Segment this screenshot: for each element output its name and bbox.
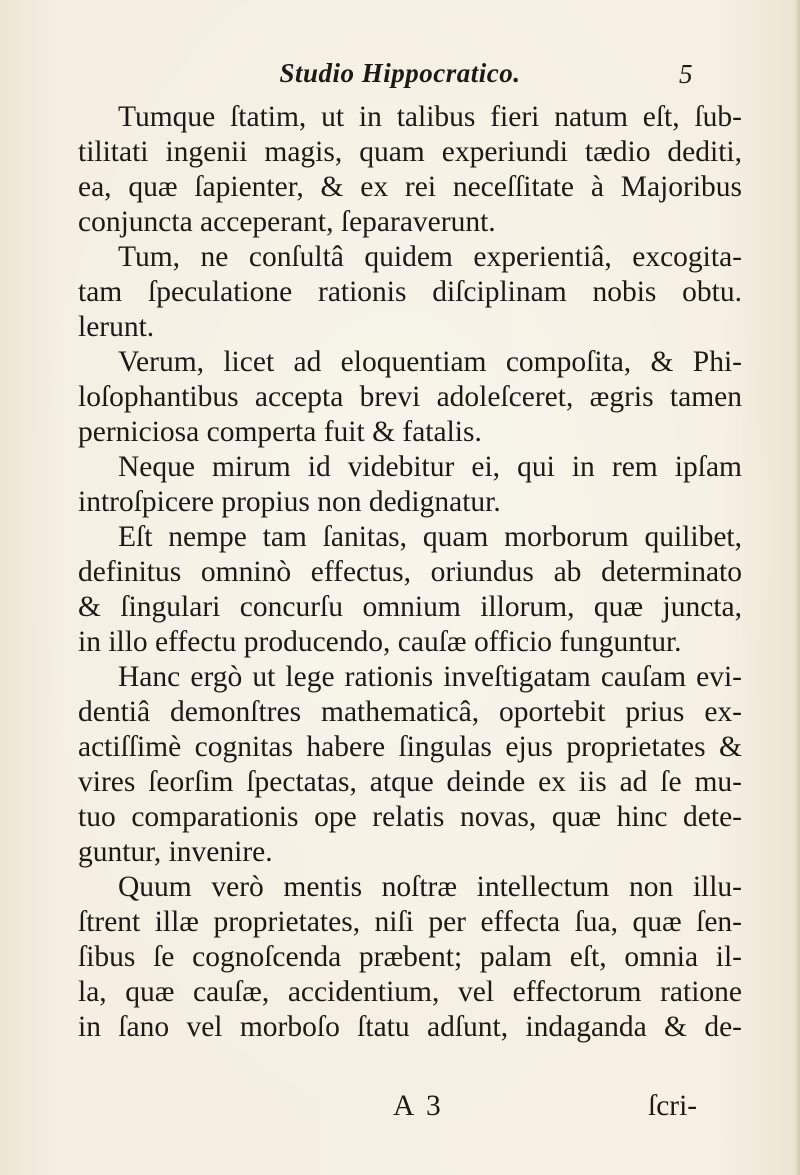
paragraph — [78, 345, 742, 450]
text-line: conjuncta acceperant, ſeparaverunt. — [78, 206, 496, 238]
text-line: ea, quæ ſapienter, & ex rei neceſſitate à Majoribus — [78, 171, 742, 203]
text-line: vires ſeorſim ſpectatas, atque deinde ex iis ad ſe mu- — [78, 766, 742, 798]
paragraph — [78, 240, 742, 345]
text-line: & ſingulari concurſu omnium illorum, quæ juncta, — [78, 591, 742, 623]
text-line: guntur, invenire. — [78, 836, 273, 868]
body-text — [78, 100, 742, 1045]
text-line: Hanc ergò ut lege rationis inveſtigatam cauſam evi- — [118, 661, 742, 693]
text-line: in illo effectu producendo, cauſæ officio funguntur. — [78, 626, 682, 658]
text-line: ſtrent illæ proprietates, niſi per effecta ſua, quæ ſen- — [78, 906, 742, 938]
signature-mark: A 3 — [393, 1090, 444, 1122]
text-line: Neque mirum id videbitur ei, qui in rem ipſam — [118, 451, 742, 483]
page-footer — [0, 1090, 800, 1126]
text-line: tilitati ingenii magis, quam experiundi tædio dediti, — [78, 136, 742, 168]
text-line: tam ſpeculatione rationis diſciplinam nobis obtu. — [78, 276, 742, 308]
text-line: lerunt. — [78, 311, 155, 343]
text-line: loſophantibus accepta brevi adoleſceret, ægris tamen — [78, 381, 742, 413]
text-line: actiſſimè cognitas habere ſingulas ejus proprietates & — [78, 731, 742, 763]
paragraph — [78, 100, 742, 240]
paragraph — [78, 660, 742, 870]
text-line: definitus omninò effectus, oriundus ab determinato — [78, 556, 742, 588]
text-line: introſpicere propius non dedignatur. — [78, 486, 501, 518]
text-line: perniciosa comperta fuit & fatalis. — [78, 416, 482, 448]
text-line: ſibus ſe cognoſcenda præbent; palam eſt, omnia il- — [78, 941, 742, 973]
page-edge-shadow — [794, 0, 800, 1175]
running-title: Studio Hippocratico. — [279, 58, 521, 88]
paragraph — [78, 520, 742, 660]
text-line: dentiâ demonſtres mathematicâ, oportebit prius ex- — [78, 696, 742, 728]
paragraph — [78, 450, 742, 520]
text-line: Verum, licet ad eloquentiam compoſita, & Phi- — [118, 346, 742, 378]
page-number: 5 — [679, 59, 693, 89]
text-line: Eſt nempe tam ſanitas, quam morborum quilibet, — [118, 521, 742, 553]
text-line: Tum, ne conſultâ quidem experientiâ, excogita- — [118, 241, 742, 273]
running-head — [0, 58, 800, 92]
text-line: Quum verò mentis noſtræ intellectum non illu- — [118, 871, 742, 903]
text-line: in ſano vel morboſo ſtatu adſunt, indaganda & de- — [78, 1011, 742, 1043]
text-line: la, quæ cauſæ, accidentium, vel effectorum ratione — [78, 976, 742, 1008]
text-line: Tumque ſtatim, ut in talibus fieri natum eſt, ſub- — [118, 101, 742, 133]
text-line: tuo comparationis ope relatis novas, quæ hinc dete- — [78, 801, 742, 833]
catchword: ſcri- — [648, 1090, 698, 1122]
paragraph — [78, 870, 742, 1045]
